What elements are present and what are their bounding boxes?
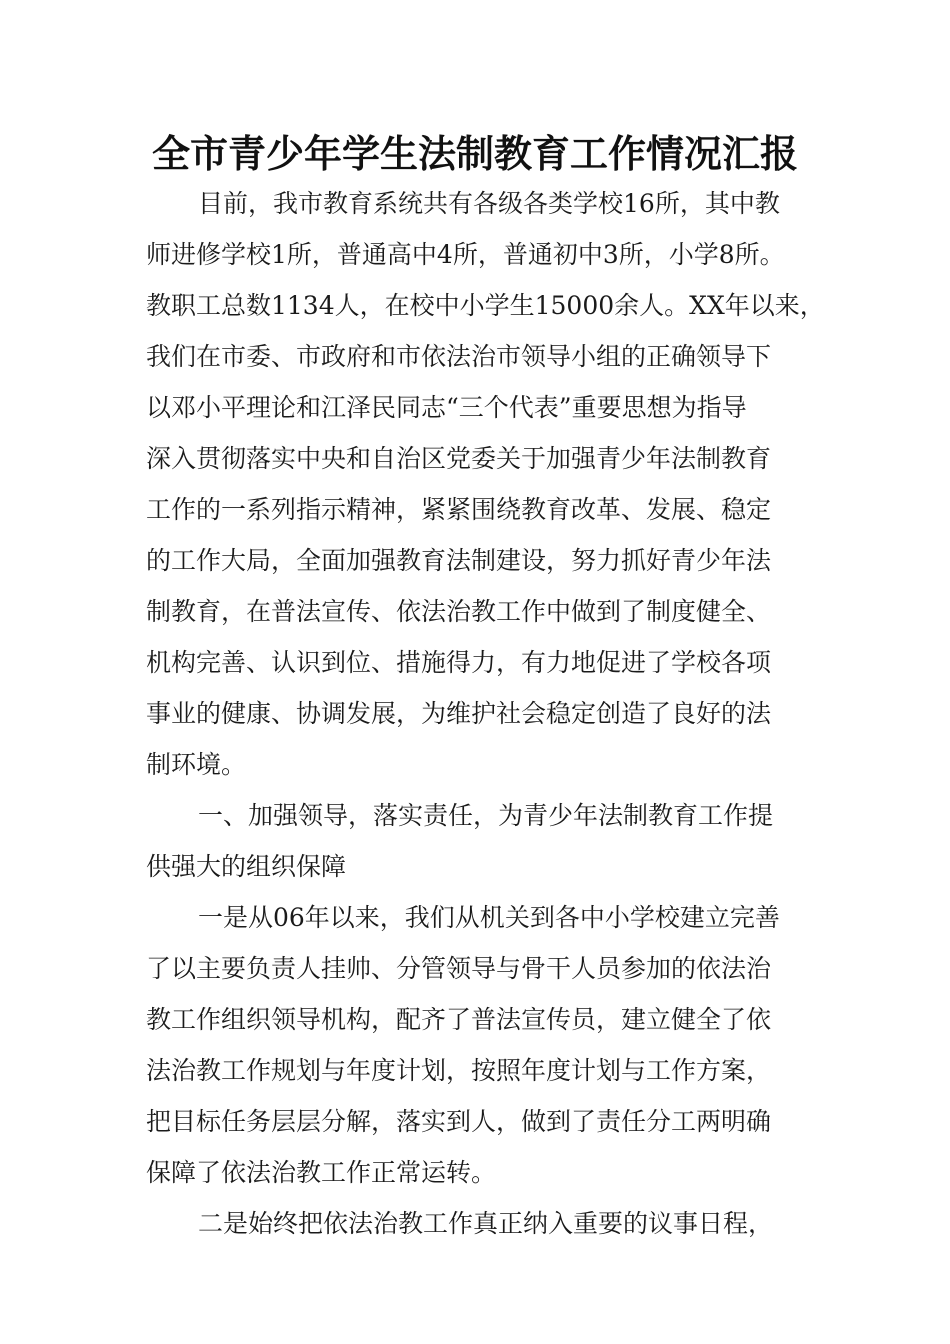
- text-line: 法治教工作规划与年度计划，按照年度计划与工作方案，: [146, 1056, 772, 1085]
- text-line: 机构完善、认识到位、措施得力，有力地促进了学校各项: [146, 648, 772, 677]
- text-line: 以邓小平理论和江泽民同志“三个代表”重要思想为指导: [146, 393, 747, 422]
- text-line: 师进修学校1所，普通高中4所，普通初中3所，小学8所。: [146, 240, 785, 269]
- text-line: 了以主要负责人挂帅、分管领导与骨干人员参加的依法治: [146, 954, 772, 983]
- text-line: 保障了依法治教工作正常运转。: [146, 1158, 497, 1187]
- text-line: 事业的健康、协调发展，为维护社会稳定创造了良好的法: [146, 699, 772, 728]
- text-line: 目前，我市教育系统共有各级各类学校16所，其中教: [198, 189, 780, 218]
- text-line: 我们在市委、市政府和市依法治市领导小组的正确领导下: [146, 342, 772, 371]
- text-line: 供强大的组织保障: [146, 852, 347, 881]
- text-line: 制教育，在普法宣传、依法治教工作中做到了制度健全、: [146, 597, 772, 626]
- text-line: 制环境。: [146, 750, 247, 779]
- document-title: 全市青少年学生法制教育工作情况汇报: [151, 131, 798, 176]
- document-body: [146, 178, 825, 1249]
- text-line: 把目标任务层层分解，落实到人，做到了责任分工两明确: [146, 1107, 772, 1136]
- text-line: 的工作大局，全面加强教育法制建设，努力抓好青少年法: [146, 546, 772, 575]
- text-line: 教工作组织领导机构，配齐了普法宣传员，建立健全了依: [146, 1005, 772, 1034]
- text-line: 教职工总数1134人，在校中小学生15000余人。XX年以来，: [146, 291, 825, 320]
- text-line: 一是从06年以来，我们从机关到各中小学校建立完善: [198, 903, 780, 932]
- text-line: 深入贯彻落实中央和自治区党委关于加强青少年法制教育: [146, 444, 772, 473]
- text-line: 二是始终把依法治教工作真正纳入重要的议事日程，: [198, 1209, 774, 1238]
- text-line: 工作的一系列指示精神，紧紧围绕教育改革、发展、稳定: [146, 495, 772, 524]
- text-line: 一、加强领导，落实责任，为青少年法制教育工作提: [198, 801, 774, 830]
